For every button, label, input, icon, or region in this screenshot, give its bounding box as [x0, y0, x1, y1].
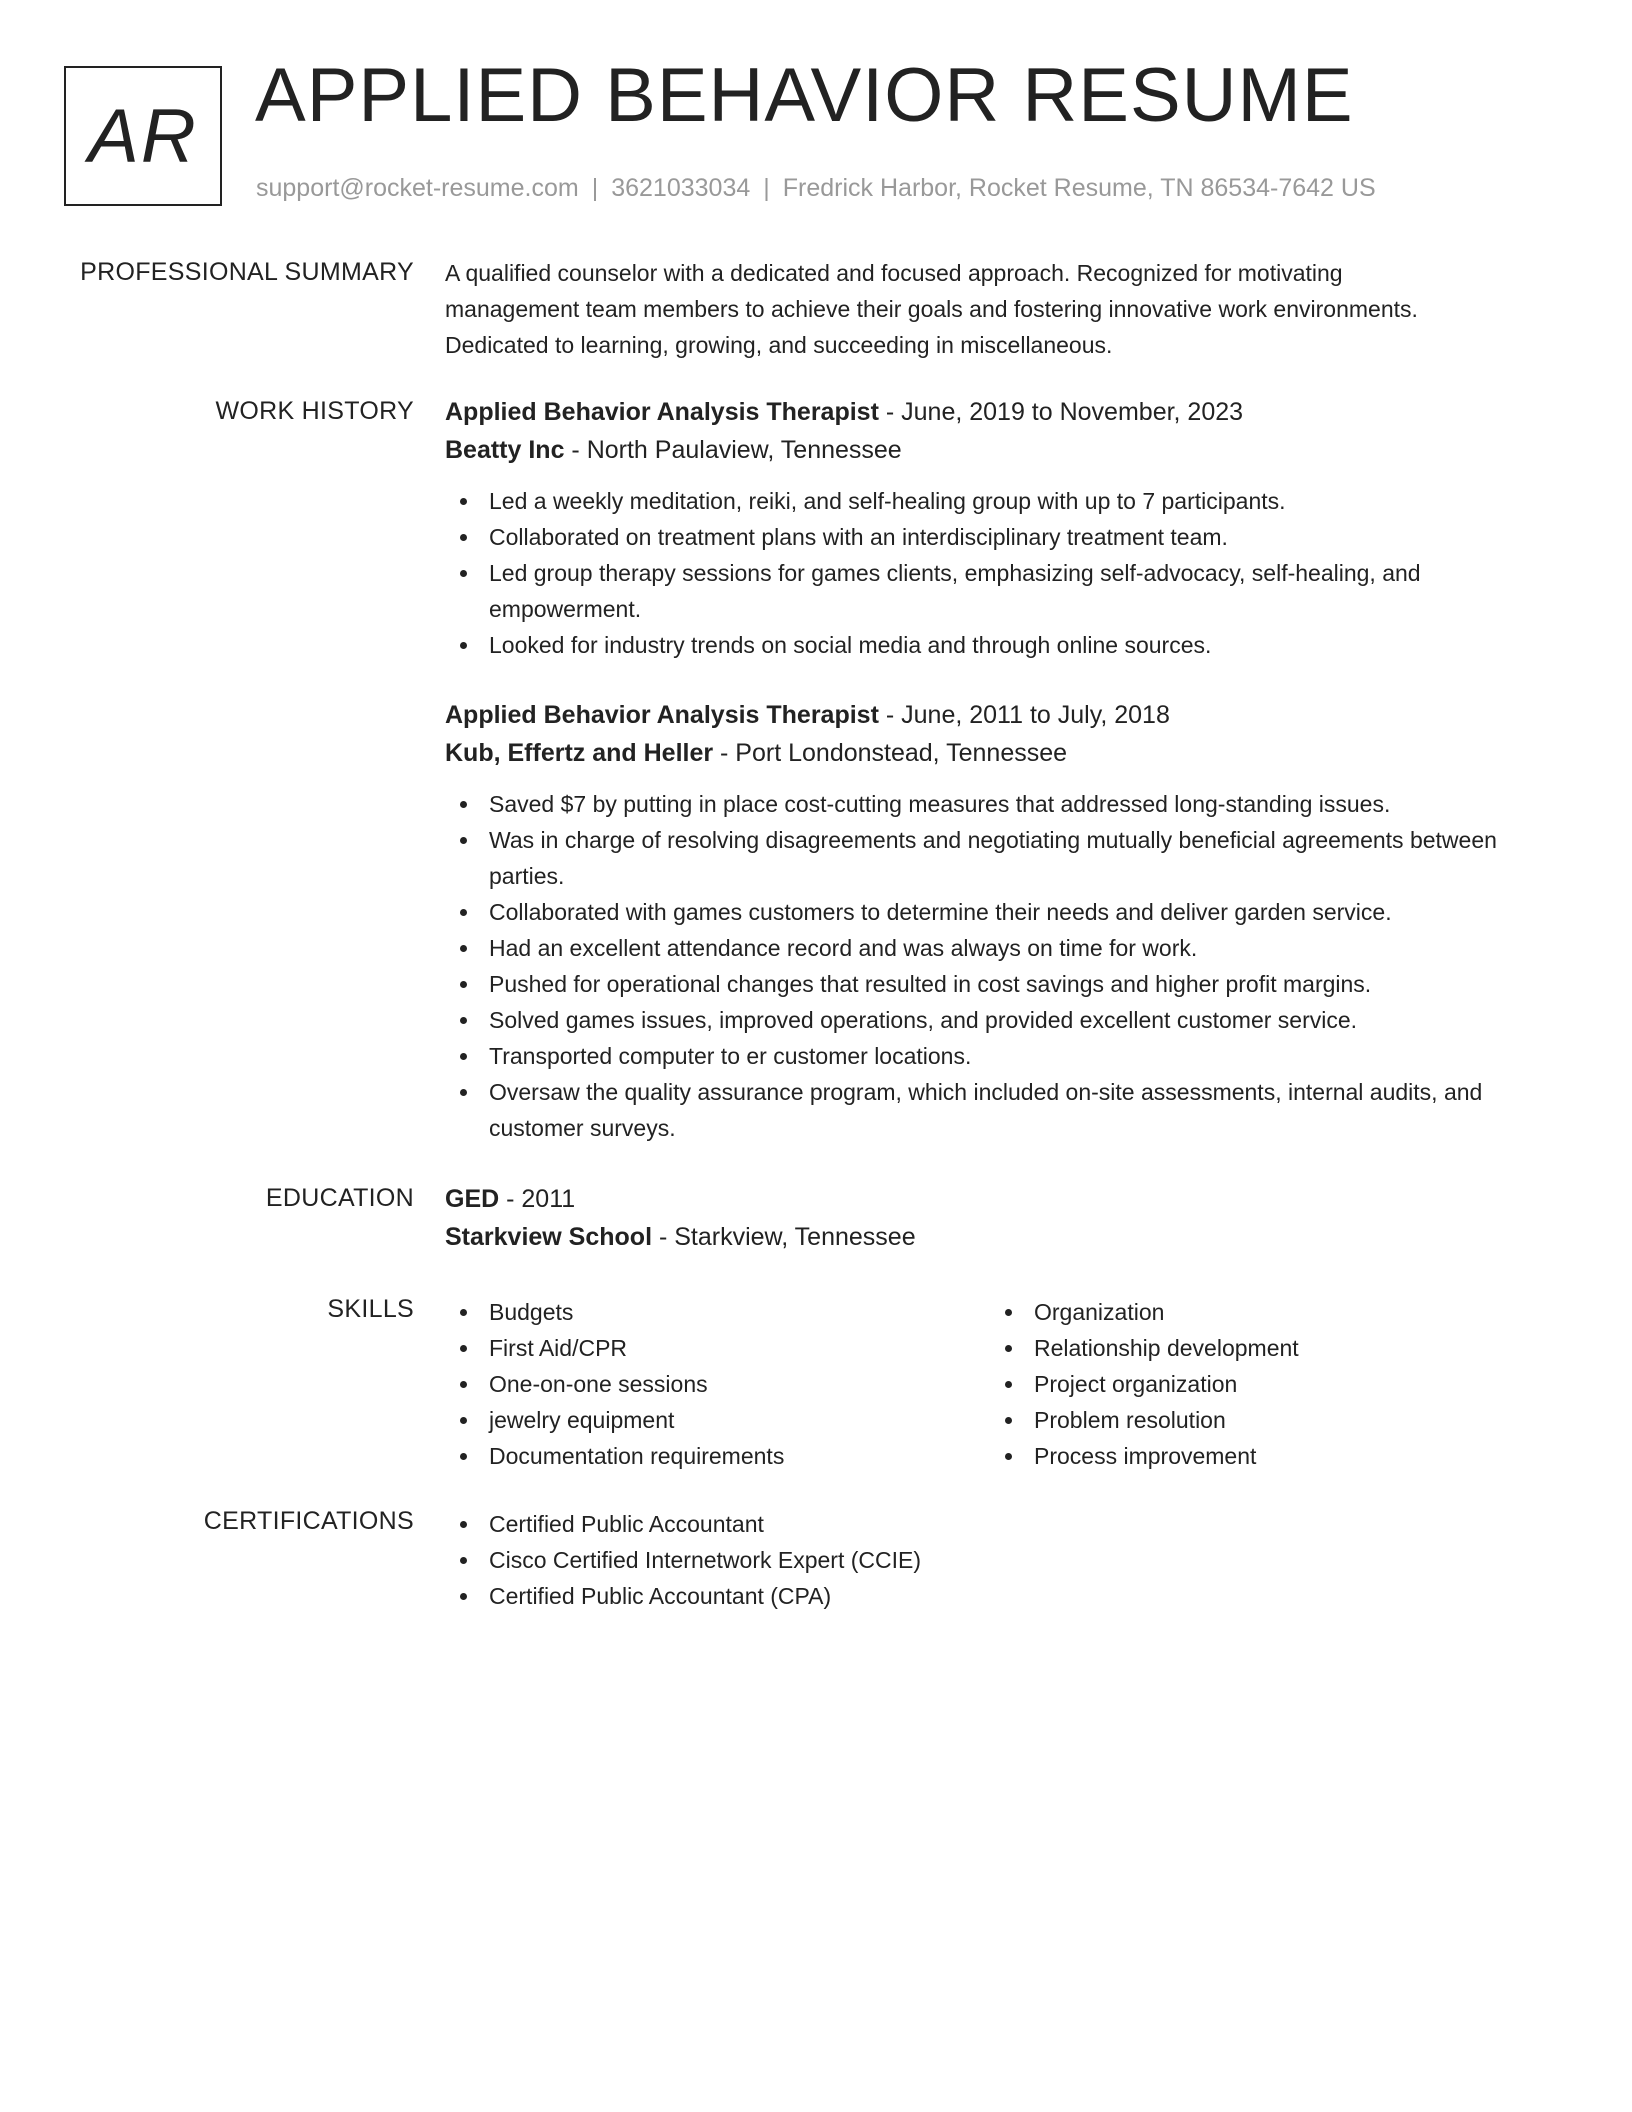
skill-item: First Aid/CPR — [445, 1330, 784, 1366]
summary-line: Dedicated to learning, growing, and succeeding in miscellaneous. — [445, 332, 1113, 358]
job-company-line — [445, 431, 1565, 469]
skills-column-2 — [990, 1294, 1299, 1474]
summary-text — [445, 255, 1565, 363]
summary-body — [445, 255, 1565, 363]
summary-line: management team members to achieve their goals and fostering innovative work environments. — [445, 296, 1418, 322]
education-degree-line — [445, 1180, 1565, 1218]
contact-separator: | — [763, 174, 770, 202]
section-label-summary: PROFESSIONAL SUMMARY — [80, 258, 414, 286]
job-bullet: Saved $7 by putting in place cost-cutting measures that addressed long-standing issues. — [445, 786, 1565, 822]
job-bullets — [445, 786, 1565, 1146]
job-bullet: Had an excellent attendance record and was always on time for work. — [445, 930, 1565, 966]
job-bullet: Led a weekly meditation, reiki, and self-healing group with up to 7 participants. — [445, 483, 1565, 519]
summary-line: A qualified counselor with a dedicated and focused approach. Recognized for motivating — [445, 260, 1343, 286]
section-label-education: EDUCATION — [265, 1184, 414, 1212]
job-dates: - June, 2019 to November, 2023 — [878, 398, 1244, 426]
skill-item: jewelry equipment — [445, 1402, 784, 1438]
section-label-certifications: CERTIFICATIONS — [203, 1507, 414, 1535]
job-title-line — [445, 393, 1565, 431]
contact-email: support@rocket-resume.com — [256, 174, 579, 202]
skill-item: One-on-one sessions — [445, 1366, 784, 1402]
job-bullets — [445, 483, 1565, 663]
job-bullet: Pushed for operational changes that resulted in cost savings and higher profit margins. — [445, 966, 1565, 1002]
education-degree: GED — [445, 1185, 500, 1213]
job-title: Applied Behavior Analysis Therapist — [445, 701, 879, 729]
contact-address: Fredrick Harbor, Rocket Resume, TN 86534-7642 US — [782, 174, 1376, 202]
certification-item: Certified Public Accountant (CPA) — [445, 1578, 1565, 1614]
contact-separator: | — [591, 174, 599, 202]
job-bullet: Looked for industry trends on social media and through online sources. — [445, 627, 1565, 663]
education-school-line — [445, 1218, 1565, 1256]
job-bullet: Collaborated on treatment plans with an interdisciplinary treatment team. — [445, 519, 1565, 555]
skill-item: Process improvement — [990, 1438, 1299, 1474]
job-company: Kub, Effertz and Heller — [445, 739, 714, 767]
education-location: - Starkview, Tennessee — [652, 1223, 916, 1251]
job-dates: - June, 2011 to July, 2018 — [878, 701, 1170, 729]
certification-list — [445, 1506, 1565, 1614]
monogram-initials: AR — [88, 93, 198, 179]
certification-item: Cisco Certified Internetwork Expert (CCIE) — [445, 1542, 1565, 1578]
job-location: - Port Londonstead, Tennessee — [713, 739, 1068, 767]
contact-phone: 3621033034 — [611, 174, 751, 202]
job-bullet: Oversaw the quality assurance program, which included on-site assessments, internal audits, and customer surveys. — [445, 1074, 1565, 1146]
skills-column-1 — [445, 1294, 784, 1474]
job-bullet: Transported computer to er customer locations. — [445, 1038, 1565, 1074]
education-body — [445, 1180, 1565, 1256]
certifications-body — [445, 1506, 1565, 1614]
certification-item: Certified Public Accountant — [445, 1506, 1565, 1542]
job-bullet: Collaborated with games customers to determine their needs and deliver garden service. — [445, 894, 1565, 930]
section-label-work-history: WORK HISTORY — [215, 397, 414, 425]
job-bullet: Was in charge of resolving disagreements and negotiating mutually beneficial agreements between parties. — [445, 822, 1565, 894]
job-entry — [445, 393, 1565, 663]
skill-item: Organization — [990, 1294, 1299, 1330]
education-year: - 2011 — [499, 1185, 576, 1213]
job-title: Applied Behavior Analysis Therapist — [445, 398, 879, 426]
job-bullet: Solved games issues, improved operations, and provided excellent customer service. — [445, 1002, 1565, 1038]
resume-title: APPLIED BEHAVIOR RESUME — [255, 53, 1354, 138]
job-company: Beatty Inc — [445, 436, 565, 464]
job-title-line — [445, 696, 1565, 734]
education-school: Starkview School — [445, 1223, 653, 1251]
skill-item: Problem resolution — [990, 1402, 1299, 1438]
job-location: - North Paulaview, Tennessee — [564, 436, 902, 464]
section-label-skills: SKILLS — [327, 1295, 414, 1323]
job-bullet: Led group therapy sessions for games clients, emphasizing self-advocacy, self-healing, and empowerment. — [445, 555, 1565, 627]
skill-item: Project organization — [990, 1366, 1299, 1402]
skill-item: Budgets — [445, 1294, 784, 1330]
monogram-box — [64, 66, 222, 206]
job-company-line — [445, 734, 1565, 772]
contact-line — [256, 174, 1376, 203]
skill-item: Relationship development — [990, 1330, 1299, 1366]
skill-item: Documentation requirements — [445, 1438, 784, 1474]
job-entry — [445, 696, 1565, 1146]
